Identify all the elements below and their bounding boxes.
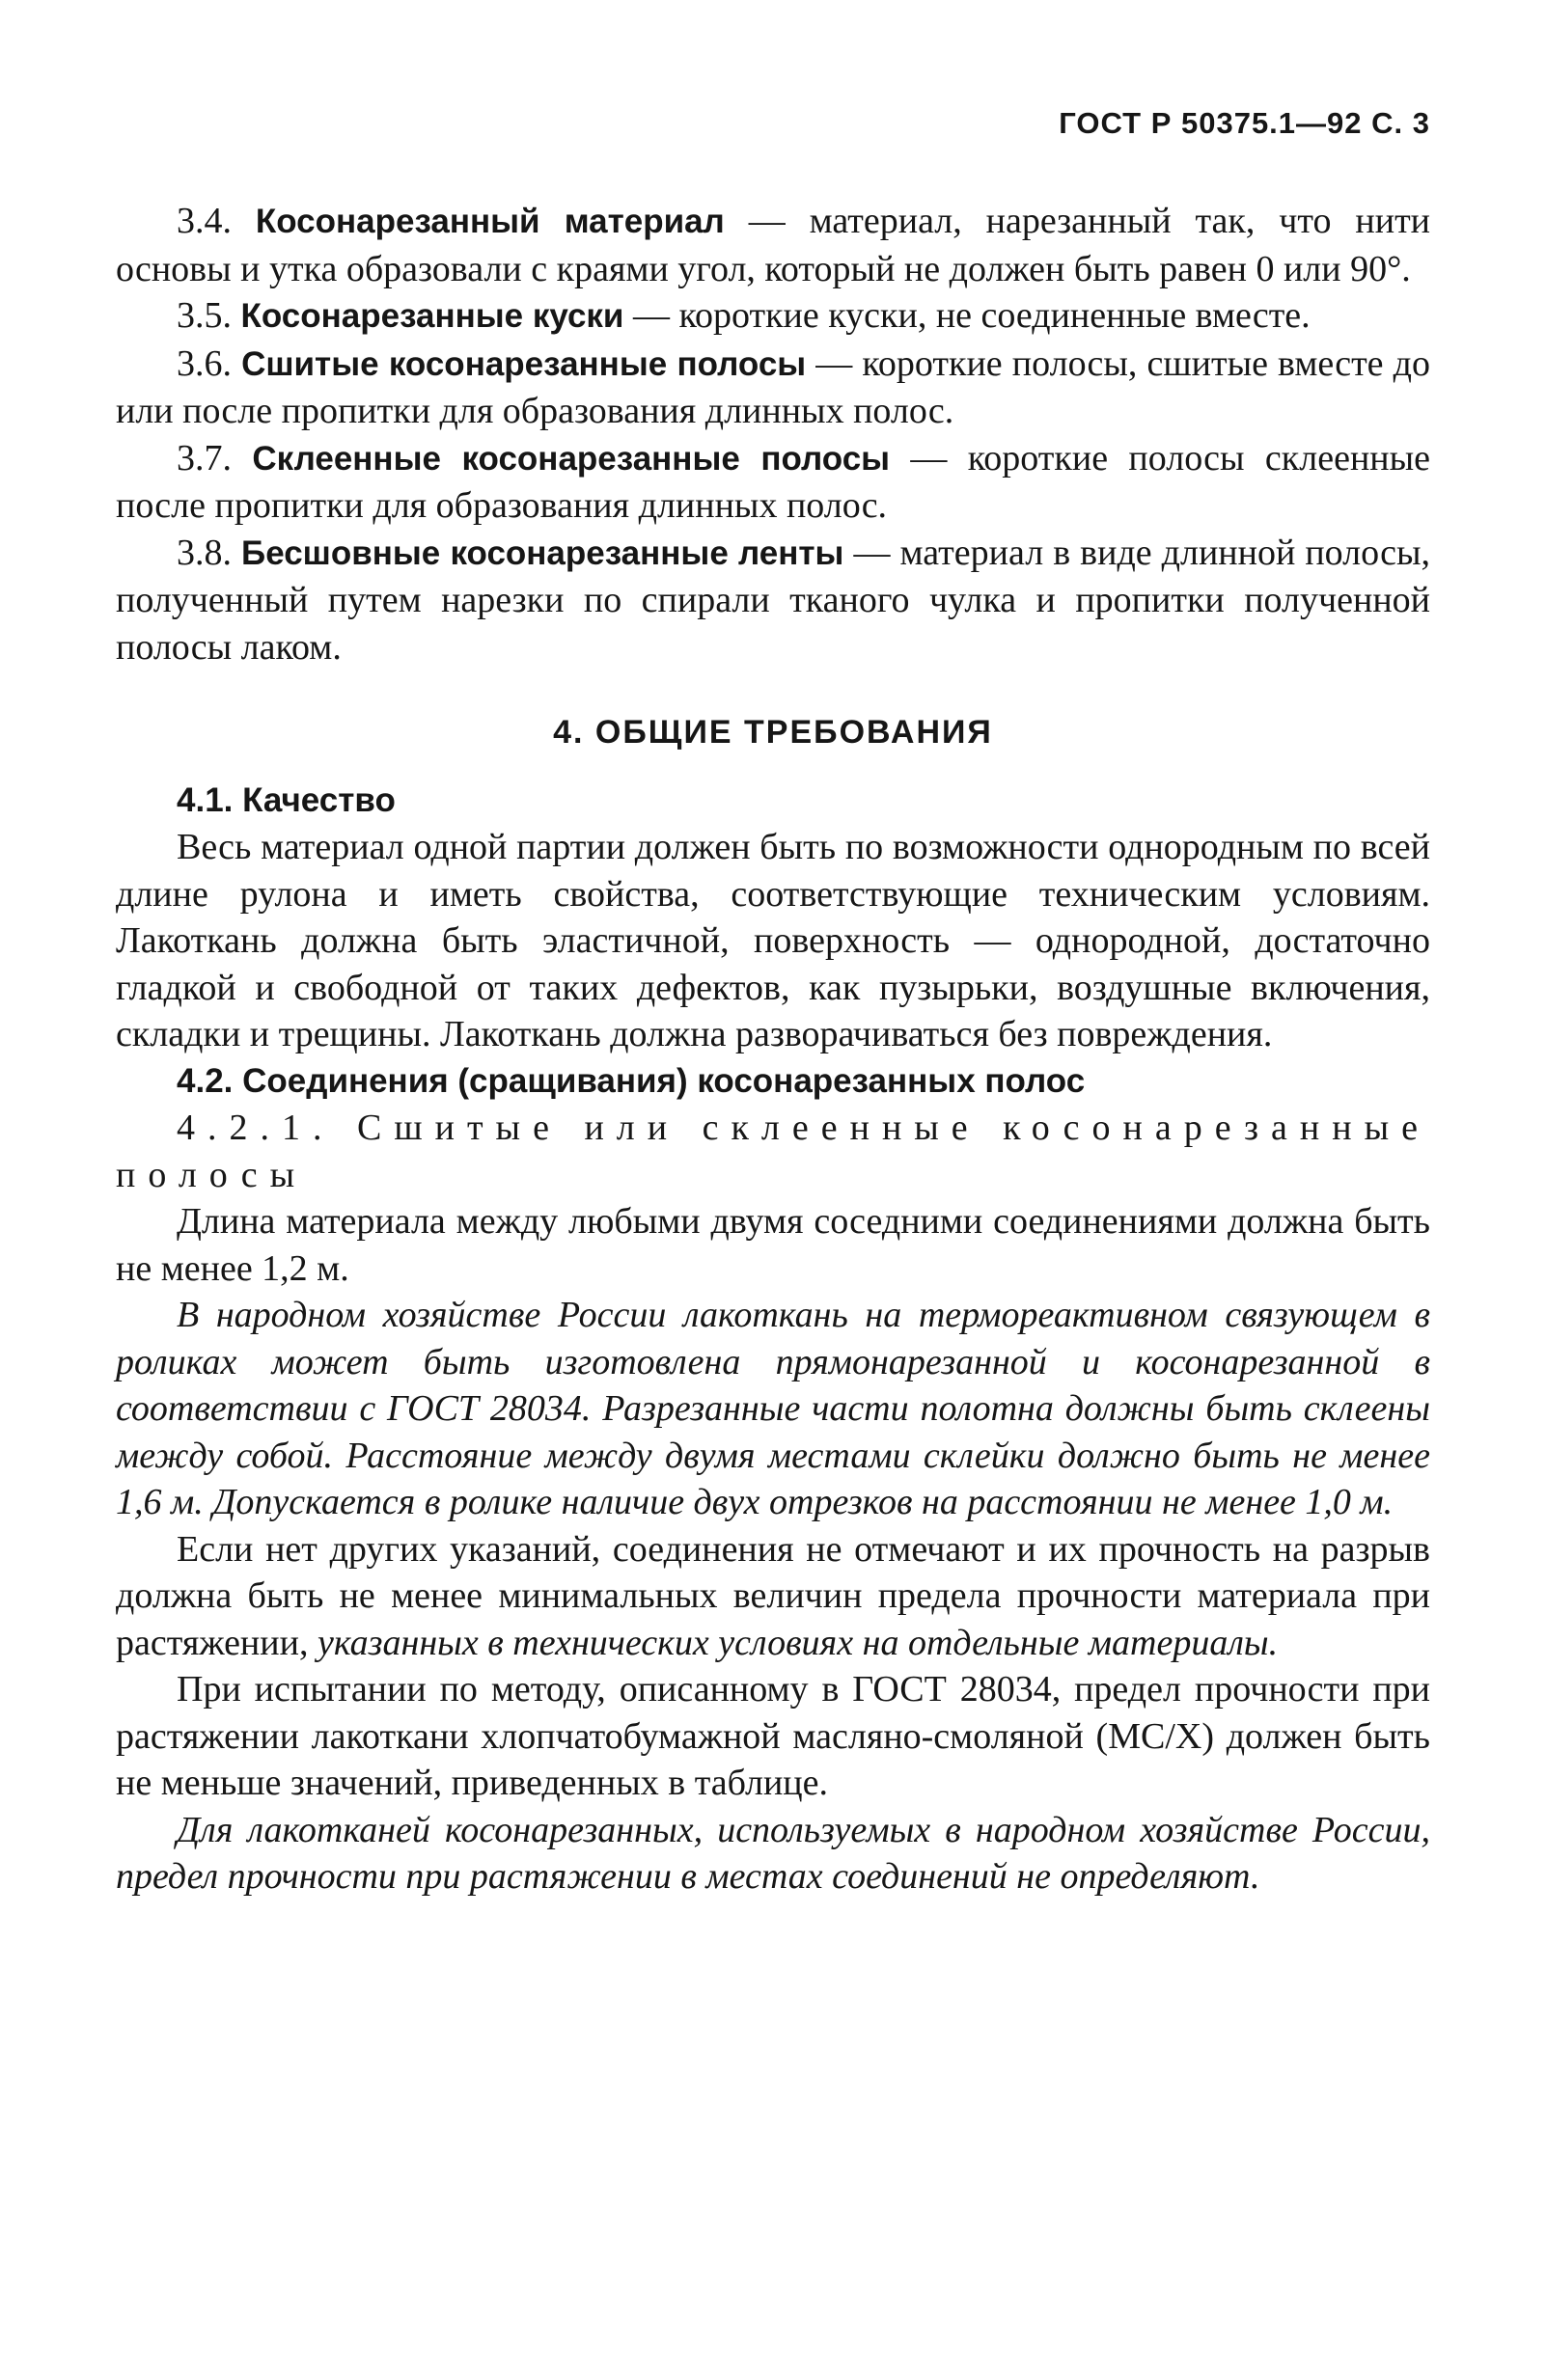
definition-number: 3.8. xyxy=(177,532,232,573)
definition-term: Косонарезанный материал xyxy=(255,203,725,240)
definition-text: — материал в виде длинной полосы, полученный путем нарезки по спирали тканого чулка и пропитки полученной полосы лаком. xyxy=(116,532,1430,668)
test-method-paragraph: При испытании по методу, описанному в ГОСТ 28034, предел прочности при растяжении лакоткани хлопчатобумажной масляно-смоляной (МС/Х) должен быть не меньше значений, приведенных в таблице. xyxy=(116,1669,1430,1803)
definition-text: — материал, нарезанный так, что нити основы и утка образовали с краями угол, который не должен быть равен 0 или 90°. xyxy=(116,201,1431,289)
document-page xyxy=(116,106,1430,2325)
page-header: ГОСТ Р 50375.1—92 С. 3 xyxy=(1059,106,1430,140)
definition-number: 3.7. xyxy=(177,437,232,479)
definition-number: 3.4. xyxy=(177,201,232,241)
subsection-4-2-1-title: 4.2.1. Сшитые или склеенные косонарезанные полосы xyxy=(116,1108,1430,1195)
joints-strength-italic: указанных в технических условиях на отдельные материалы. xyxy=(317,1622,1279,1663)
definition-3-7 xyxy=(116,435,1430,530)
definition-text: — короткие куски, не соединенные вместе. xyxy=(623,295,1311,336)
subsection-4-1-title: 4.1. Качество xyxy=(177,780,396,819)
definition-3-8 xyxy=(116,530,1430,671)
definition-number: 3.5. xyxy=(177,295,232,336)
definition-number: 3.6. xyxy=(177,342,232,384)
definition-3-5 xyxy=(116,292,1430,341)
russia-note-1: В народном хозяйстве России лакоткань на термореактивном связующем в роликах может быть изготовлена прямонарезанной и косонарезанной в соответствии с ГОСТ 28034. Разрезанные части полотна должны быть склеены между собой. Расстояние между двумя местами склейки должно быть не менее 1,6 м. Допускается в ролике наличие двух отрезков на расстоянии не менее 1,0 м. xyxy=(116,1295,1430,1522)
definition-text: — короткие полосы склеенные после пропитки для образования длинных полос. xyxy=(116,437,1431,526)
subsection-4-2-1-text: Длина материала между любыми двумя соседними соединениями должна быть не менее 1,2 м. xyxy=(116,1201,1430,1289)
document-body xyxy=(116,198,1430,1901)
definition-term: Сшитые косонарезанные полосы xyxy=(241,344,807,383)
definition-3-6 xyxy=(116,341,1430,435)
definition-term: Склеенные косонарезанные полосы xyxy=(252,439,891,478)
definition-term: Косонарезанные куски xyxy=(240,297,624,335)
definition-3-4 xyxy=(116,198,1430,292)
subsection-4-2-title: 4.2. Соединения (сращивания) косонарезанных полос xyxy=(177,1061,1086,1100)
section-title: 4. ОБЩИЕ ТРЕБОВАНИЯ xyxy=(553,714,993,751)
definition-text: — короткие полосы, сшитые вместе до или после пропитки для образования длинных полос. xyxy=(116,342,1430,431)
joints-strength-paragraph xyxy=(116,1526,1430,1667)
joints-strength-text: Если нет других указаний, соединения не отмечают и их прочность на разрыв должна быть не менее минимальных величин предела прочности материала при растяжении, xyxy=(116,1528,1430,1663)
subsection-4-1-text: Весь материал одной партии должен быть по возможности однородным по всей длине рулона и иметь свойства, соответствующие техническим условиям. Лакоткань должна быть эластичной, поверхность — однородной, достаточно гладкой и свободной от таких дефектов, как пузырьки, воздушные включения, складки и трещины. Лакоткань должна разворачиваться без повреждения. xyxy=(116,827,1430,1054)
russia-note-2: Для лакотканей косонарезанных, используемых в народном хозяйстве России, предел прочности при растяжении в местах соединений не определяют. xyxy=(116,1809,1430,1897)
definition-term: Бесшовные косонарезанные ленты xyxy=(241,533,844,572)
